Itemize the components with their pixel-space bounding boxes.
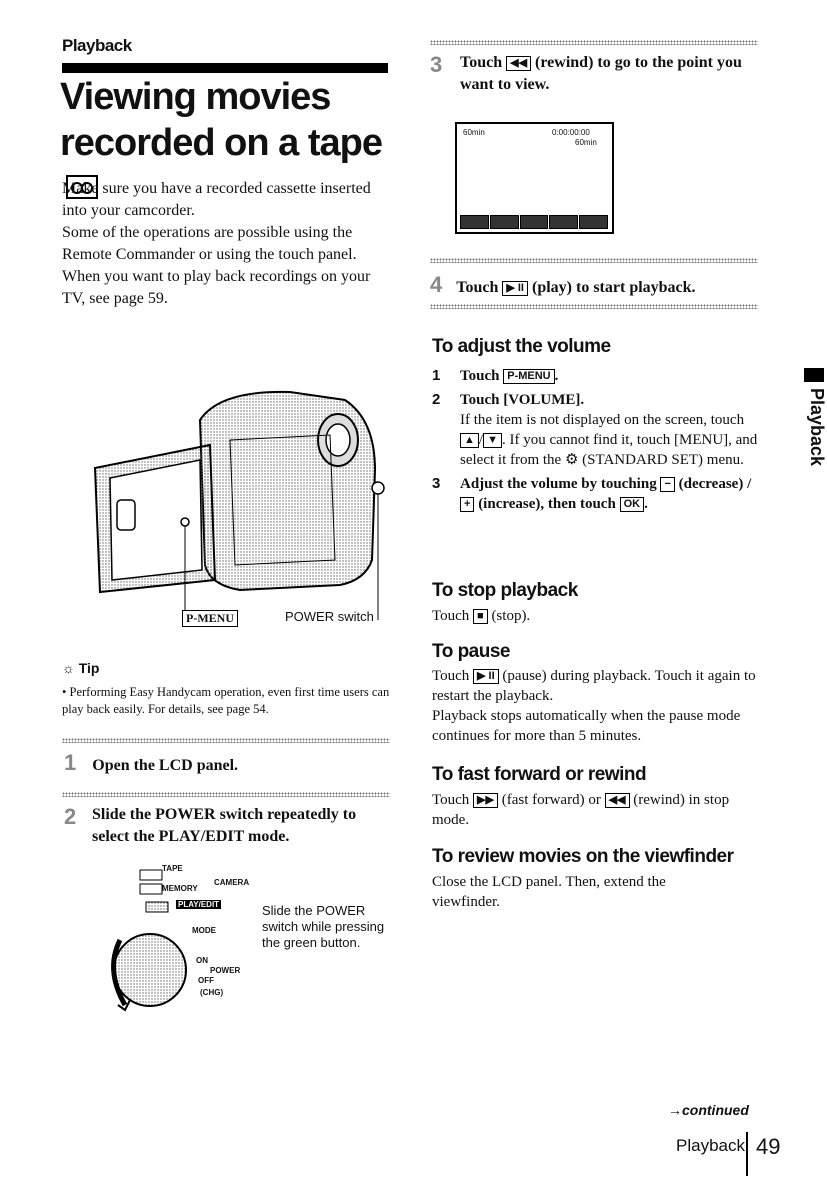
volume-heading: To adjust the volume <box>432 336 611 357</box>
side-tab-bar <box>804 368 824 382</box>
play-pause-button-icon: ▶ II <box>502 281 528 296</box>
step-1-number: 1 <box>64 750 77 775</box>
lcd-counter-readout: 0:00:00:00 <box>552 128 590 137</box>
camcorder-illustration <box>90 380 390 630</box>
lcd-play-icon <box>520 215 549 229</box>
intro-text <box>62 178 392 310</box>
stop-button-icon: ■ <box>473 609 488 624</box>
lcd-stop-icon <box>460 215 489 229</box>
step-1-divider <box>62 738 390 743</box>
title-rule <box>62 63 388 73</box>
continued-label: →continued <box>668 1102 749 1118</box>
viewfinder-heading: To review movies on the viewfinder <box>432 846 734 867</box>
volume-steps <box>432 366 762 514</box>
mode-dial-caption: Slide the POWER switch while pressing the green button. <box>262 903 385 950</box>
lcd-rewind-icon <box>490 215 519 229</box>
mode-play-edit-label: PLAY/EDIT <box>178 900 220 909</box>
pmenu-button-icon: P-MENU <box>503 369 554 384</box>
fast-forward-button-icon: ▶▶ <box>473 793 498 808</box>
lcd-battery-readout: 60min <box>463 128 485 137</box>
scroll-down-button-icon: ▼ <box>483 433 502 448</box>
step-1 <box>64 750 238 777</box>
title-line-2: recorded on a tape <box>60 120 400 212</box>
viewfinder-text: Close the LCD panel. Then, extend the viewfinder. <box>432 874 666 910</box>
step-3 <box>430 52 760 96</box>
side-tab-label: Playback <box>807 388 827 467</box>
ffrew-heading: To fast forward or rewind <box>432 764 647 785</box>
step-4 <box>430 272 760 299</box>
footer-divider <box>746 1132 748 1176</box>
lcd-menu-icon <box>579 215 608 229</box>
step-3-number: 3 <box>430 52 443 77</box>
mode-on-label: ON <box>196 956 208 965</box>
intro-para-2: Some of the operations are possible using the Remote Commander or using the touch panel. <box>62 224 357 263</box>
pause-heading: To pause <box>432 641 510 662</box>
mode-power-label: POWER <box>210 966 241 975</box>
tip-text: • Performing Easy Handycam operation, even first time users can play back easily. For details, see page 54. <box>62 685 390 716</box>
footer-section-label: Playback <box>676 1136 745 1155</box>
step-1-text: Open the LCD panel. <box>92 757 239 774</box>
mode-tape-label: TAPE <box>162 864 183 873</box>
pause-text: Touch ▶ II (pause) during playback. Touch it again to restart the playback. Playback stops automatically when the pause mode continues for more than 5 minutes. <box>432 668 756 744</box>
decrease-button-icon: − <box>660 477 674 492</box>
lightbulb-icon: ☼ <box>62 660 79 676</box>
step-4-number: 4 <box>430 272 443 297</box>
section-label: Playback <box>62 36 132 55</box>
lcd-remaining-readout: 60min <box>575 138 597 147</box>
tip-heading: ☼ Tip <box>62 660 100 676</box>
step-3-text: Touch ◀◀ (rewind) to go to the point you want to view. <box>460 54 742 93</box>
intro-para-3: When you want to play back recordings on your TV, see page 59. <box>62 268 371 307</box>
lcd-control-bar <box>460 215 608 229</box>
lcd-screen-illustration <box>455 122 614 234</box>
volume-step-1: 1 Touch P-MENU . <box>432 367 559 384</box>
ffrew-text: Touch ▶▶ (fast forward) or ◀◀ (rewind) in stop mode. <box>432 792 730 828</box>
step-3-divider <box>430 40 758 45</box>
title-line-1: Viewing movies <box>60 76 331 118</box>
rewind-button-icon: ◀◀ <box>506 56 531 71</box>
volume-step-3: 3 Adjust the volume by touching − (decrease) / + (increase), then touch OK . <box>432 475 752 512</box>
standard-set-icon: ⚙ <box>564 452 579 468</box>
step-2-text: Slide the POWER switch repeatedly to select the PLAY/EDIT mode. <box>92 806 357 845</box>
pmenu-button-label: P-MENU <box>182 610 238 627</box>
increase-button-icon: + <box>460 497 474 512</box>
step-2 <box>64 804 394 848</box>
step-4-divider <box>430 258 758 263</box>
intro-para-1: Make sure you have a recorded cassette inserted into your camcorder. <box>62 180 371 219</box>
pause-button-icon: ▶ II <box>473 669 499 684</box>
step-4-text: Touch ▶ II (play) to start playback. <box>456 279 696 296</box>
mode-label: MODE <box>192 926 216 935</box>
step-2-number: 2 <box>64 804 77 829</box>
lcd-ff-icon <box>549 215 578 229</box>
rewind-button-icon-2: ◀◀ <box>605 793 630 808</box>
mode-dial-illustration <box>100 860 260 1020</box>
step-4-bottom-divider <box>430 304 758 309</box>
ok-button-icon: OK <box>620 497 645 512</box>
mode-off-label: OFF <box>198 976 214 985</box>
power-switch-label: POWER switch <box>285 609 374 624</box>
stop-heading: To stop playback <box>432 580 578 601</box>
mode-chg-label: (CHG) <box>200 988 224 997</box>
stop-text: Touch ■ (stop). <box>432 608 531 624</box>
scroll-up-button-icon: ▲ <box>460 433 479 448</box>
page-number: 49 <box>756 1134 781 1159</box>
mode-camera-label: CAMERA <box>214 878 250 887</box>
step-2-divider <box>62 792 390 797</box>
volume-step-2: 2 Touch [VOLUME]. If the item is not displayed on the screen, touch ▲ / ▼ . If you cannot find it, touch [MENU], and select it from the ⚙ (STANDARD SET) menu. <box>432 391 758 468</box>
mode-memory-label: MEMORY <box>162 884 198 893</box>
